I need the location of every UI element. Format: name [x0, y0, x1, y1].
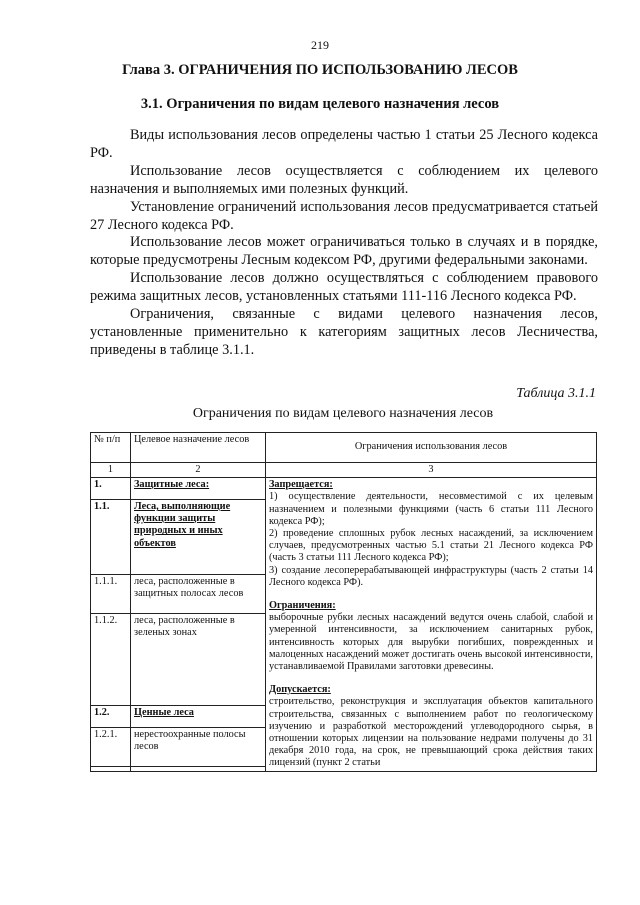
table-row	[91, 478, 597, 500]
prohibited-item: 1) осуществление деятельности, несовместимой с их целевым назначением и полезными функциями (часть 6 статьи 111 Лесного кодекса РФ);	[269, 491, 593, 527]
column-number-row	[91, 463, 597, 478]
row-number: 1.1.1.	[91, 574, 131, 613]
row-number: 1.2.	[91, 706, 131, 728]
column-number: 2	[131, 463, 266, 478]
paragraph: Виды использования лесов определены частью 1 статьи 25 Лесного кодекса РФ.	[90, 127, 598, 161]
prohibited-item: 2) проведение сплошных рубок лесных насаждений, за исключением случаев, предусмотренных частью 5.1 статьи 21 Лесного кодекса РФ (часть 3 статьи 111 Лесного кодекса РФ);	[269, 528, 593, 564]
prohibited-label: Запрещается:	[269, 479, 333, 491]
section-title: 3.1. Ограничения по видам целевого назначения лесов	[140, 96, 500, 112]
table-header-row	[91, 433, 597, 463]
header-restrictions: Ограничения использования лесов	[266, 433, 597, 463]
table-label: Таблица 3.1.1	[516, 386, 596, 401]
prohibited-item: 3) создание лесоперерабатывающей инфраструктуры (часть 2 статьи 14 Лесного кодекса РФ).	[269, 564, 593, 588]
row-purpose: нерестоохранные полосы лесов	[131, 727, 266, 766]
allowed-label: Допускается:	[269, 684, 331, 696]
row-purpose: Защитные леса:	[131, 478, 266, 500]
body-text	[90, 127, 598, 360]
paragraph: Использование лесов должно осуществляться с соблюдением правового режима защитных лесов, установленных статьями 111-116 Лесного кодекса РФ.	[90, 270, 598, 305]
column-number: 1	[91, 463, 131, 478]
header-purpose: Целевое назначение лесов	[131, 433, 266, 463]
row-purpose: леса, расположенные в зеленых зонах	[131, 614, 266, 706]
paragraph: Ограничения, связанные с видами целевого назначения лесов, установленные применительно к категориям защитных лесов Лесничества, приведены в таблице 3.1.1.	[90, 306, 598, 358]
paragraph: Использование лесов осуществляется с соблюдением их целевого назначения и выполняемых ими полезных функций.	[90, 162, 598, 197]
paragraph: Использование лесов может ограничиваться только в случаях и в порядке, которые предусмотрены Лесным кодексом РФ, другими федеральными законами.	[90, 234, 598, 269]
row-purpose: Ценные леса	[131, 706, 266, 728]
paragraph: Установление ограничений использования лесов предусматривается статьей 27 Лесного кодекса РФ.	[90, 198, 598, 233]
row-purpose: леса, расположенные в защитных полосах лесов	[131, 574, 266, 613]
allowed-text: строительство, реконструкция и эксплуатация объектов капитального строительства, связанных с выполнением работ по геологическому изучению и разработкой месторождений углеводородного сырья, в отношении которых лицензии на пользование недрами получены до 31 декабря 2010 года, на срок, не превышающий срока действия таких лицензий (пункт 2 статьи	[269, 696, 593, 769]
limits-label: Ограничения:	[269, 600, 336, 612]
restrictions-table	[90, 432, 597, 772]
column-number: 3	[266, 463, 597, 478]
row-number: 1.	[91, 478, 131, 500]
row-number: 1.1.2.	[91, 614, 131, 706]
table-title: Ограничения по видам целевого назначения лесов	[192, 406, 494, 421]
restrictions-cell	[266, 478, 597, 771]
header-number: № п/п	[91, 433, 131, 463]
page-number: 219	[311, 38, 329, 52]
chapter-title: Глава 3. ОГРАНИЧЕНИЯ ПО ИСПОЛЬЗОВАНИЮ ЛЕСОВ	[122, 62, 518, 78]
row-purpose: Леса, выполняющие функции защиты природных и иных объектов	[131, 500, 266, 575]
row-number: 1.2.1.	[91, 727, 131, 766]
row-number: 1.1.	[91, 500, 131, 575]
limits-text: выборочные рубки лесных насаждений ведутся очень слабой, слабой и умеренной интенсивности, за исключением санитарных рубок, интенсивность которых для вырубки погибших, поврежденных и малоценных насаждений может достигать очень высокой интенсивности, устанавливаемой Правилами заготовки древесины.	[269, 612, 593, 673]
